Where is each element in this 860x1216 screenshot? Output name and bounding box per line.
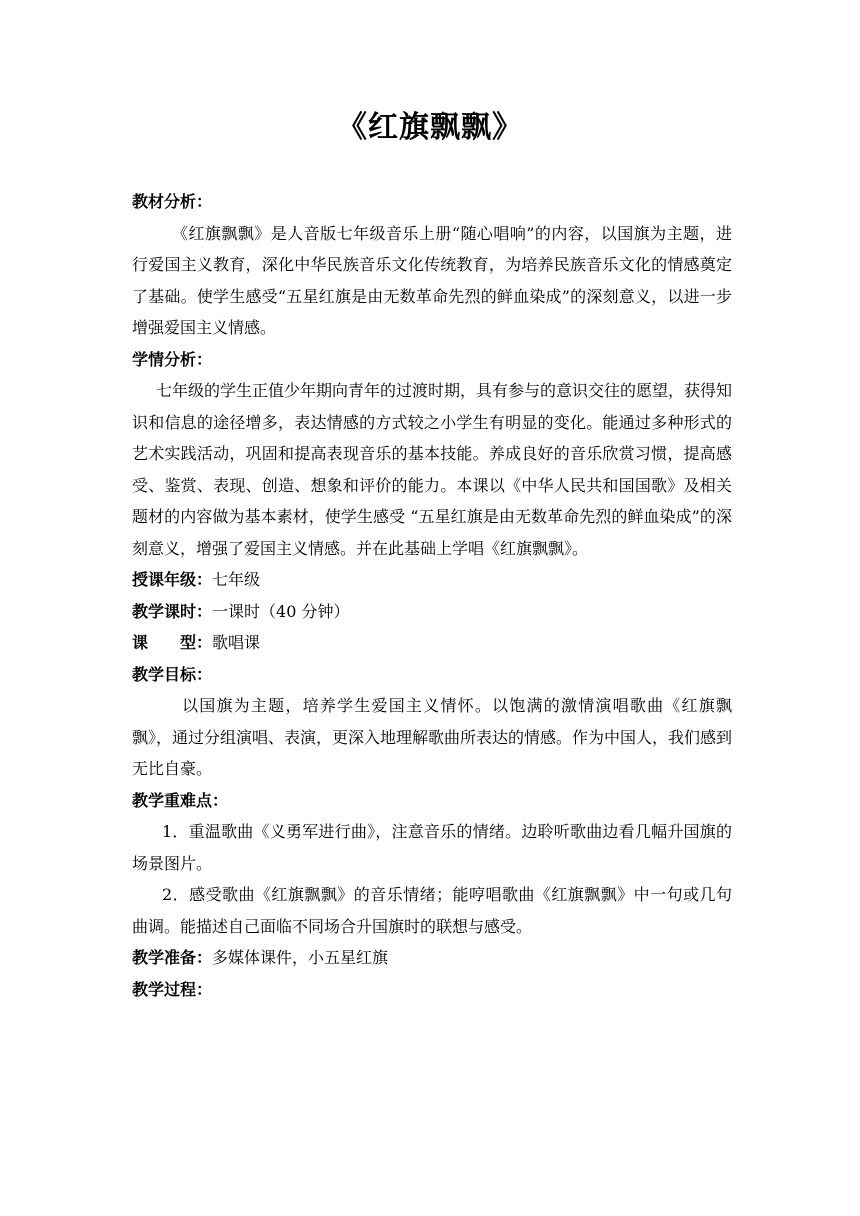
key-points-heading: 教学重难点： xyxy=(132,790,229,810)
preparation-value: 多媒体课件，小五星红旗 xyxy=(212,948,389,967)
material-analysis-text: 《红旗飘飘》是人音版七年级音乐上册“随心唱响”的内容，以国旗为主题，进行爱国主义教育，深化中华民族音乐文化传统教育，为培养民族音乐文化的情感奠定了基础。使学生感受“五星红旗是由无数革命先烈的鲜血染成”的深刻意义，以进一步增强爱国主义情感。 xyxy=(132,223,732,337)
preparation-row xyxy=(132,942,732,974)
grade-value: 七年级 xyxy=(212,570,261,589)
lesson-type-row xyxy=(132,627,732,659)
process-heading: 教学过程： xyxy=(132,979,213,999)
lesson-type-value: 歌唱课 xyxy=(212,633,261,652)
document-body xyxy=(132,186,732,1005)
student-analysis-text: 七年级的学生正值少年期向青年的过渡时期，具有参与的意识交往的愿望，获得知识和信息的途径增多，表达情感的方式较之小学生有明显的变化。能通过多种形式的艺术实践活动，巩固和提高表现音乐的基本技能。养成良好的音乐欣赏习惯，提高感受、鉴赏、表现、创造、想象和评价的能力。本课以《中华人民共和国国歌》及相关题材的内容做为基本素材，使学生感受 “五星红旗是由无数革命先烈的鲜血染成”的深刻意义，增强了爱国主义情感。并在此基础上学唱《红旗飘飘》。 xyxy=(132,381,733,558)
hours-row xyxy=(132,596,732,628)
objectives-text: 以国旗为主题，培养学生爱国主义情怀。以饱满的激情演唱歌曲《红旗飘飘》，通过分组演唱、表演，更深入地理解歌曲所表达的情感。作为中国人，我们感到无比自豪。 xyxy=(132,696,733,778)
hours-value: 一课时（40 分钟） xyxy=(212,601,350,621)
material-analysis-heading: 教材分析： xyxy=(132,192,213,211)
document-title: 《红旗飘飘》 xyxy=(337,110,523,145)
key-point-item: 1．重温歌曲《义勇军进行曲》，注意音乐的情绪。边聆听歌曲边看几幅升国旗的场景图片。 xyxy=(132,822,732,873)
grade-row xyxy=(132,564,732,596)
key-point-item: 2．感受歌曲《红旗飘飘》的音乐情绪；能哼唱歌曲《红旗飘飘》中一句或几句曲调。能描述自己面临不同场合升国旗时的联想与感受。 xyxy=(132,885,732,936)
student-analysis-heading: 学情分析： xyxy=(132,349,213,369)
lesson-type-label: 课 型： xyxy=(132,633,213,652)
hours-label: 教学课时： xyxy=(132,601,213,621)
preparation-label: 教学准备： xyxy=(132,948,213,967)
objectives-heading: 教学目标： xyxy=(132,664,213,684)
grade-label: 授课年级： xyxy=(132,570,213,589)
